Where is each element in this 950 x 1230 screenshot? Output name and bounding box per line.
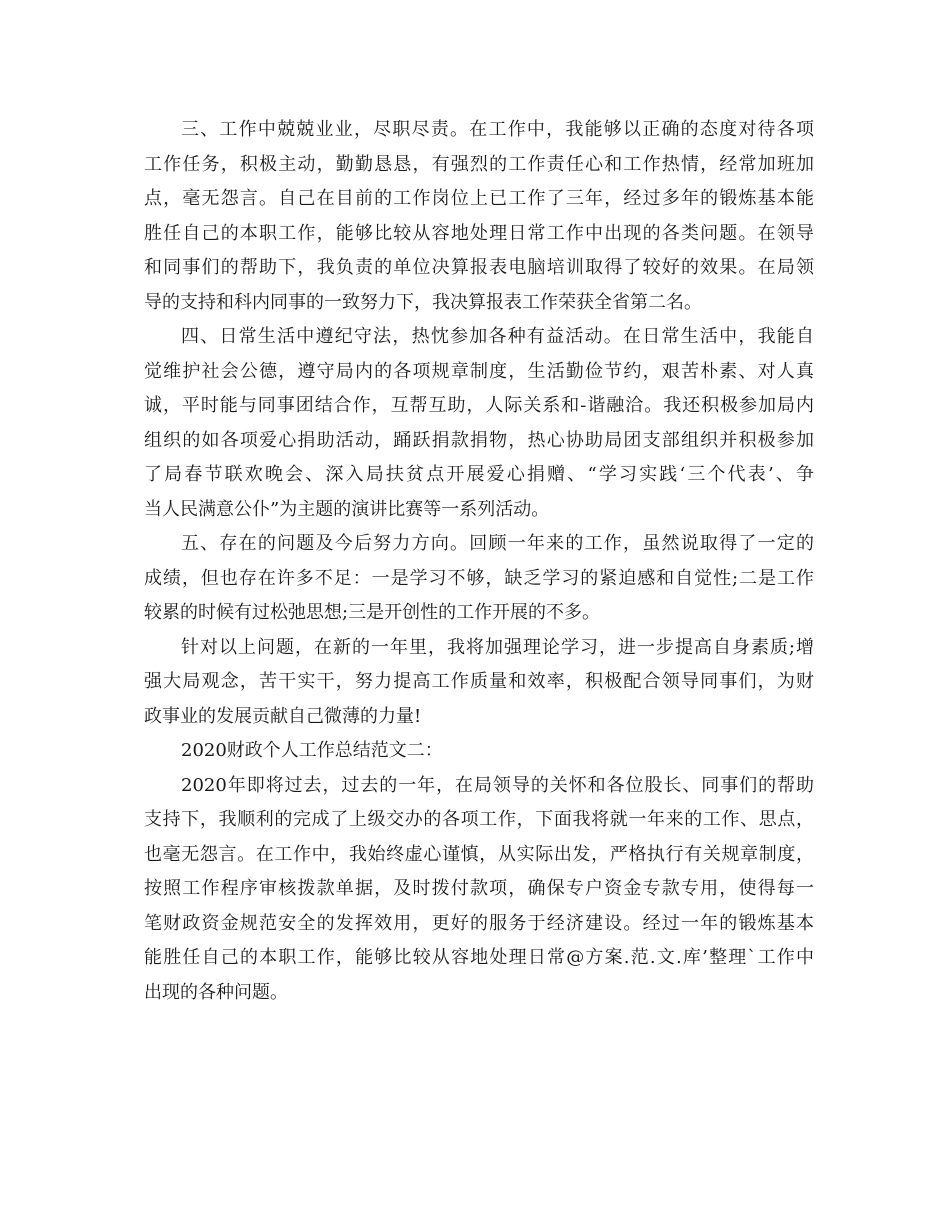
text-line: 五、存在的问题及今后努力方向。回顾一年来的工作，虽然说取得了一定的 [181,533,814,554]
text-line: 三、工作中兢兢业业，尽职尽责。在工作中，我能够以正确的态度对待各项 [181,119,814,140]
text-line: 点，毫无怨言。自己在目前的工作岗位上已工作了三年，经过多年的锻炼基本能 [144,188,814,209]
text-line: 组织的如各项爱心捐助活动，踊跃捐款捐物，热心协助局团支部组织并积极参加 [144,429,814,451]
text-line: 胜任自己的本职工作，能够比较从容地处理日常工作中出现的各类问题。在领导 [144,222,814,244]
text-line: 能胜任自己的本职工作，能够比较从容地处理日常@方案.范.文.库’整理`工作中 [144,947,814,968]
text-line: 成绩，但也存在许多不足：一是学习不够，缺乏学习的紧迫感和自觉性;二是工作 [144,567,814,589]
text-line: 和同事们的帮助下，我负责的单位决算报表电脑培训取得了较好的效果。在局领 [144,257,814,278]
text-line: 按照工作程序审核拨款单据，及时拨付款项，确保专户资金专款专用，使得每一 [144,878,814,899]
text-line: 觉维护社会公德，遵守局内的各项规章制度，生活勤俭节约，艰苦朴素、对人真 [144,360,814,382]
text-line: 诚，平时能与同事团结合作，互帮互助，人际关系和-谐融洽。我还积极参加局内 [144,395,814,416]
text-line: 支持下，我顺利的完成了上级交办的各项工作，下面我将就一年来的工作、思点， [144,809,814,830]
text-line: 笔财政资金规范安全的发挥效用，更好的服务于经济建设。经过一年的锻炼基本 [144,912,814,934]
text-line: 针对以上问题，在新的一年里，我将加强理论学习，进一步提高自身素质;增 [181,636,814,658]
text-line: 了局春节联欢晚会、深入局扶贫点开展爱心捐赠、“学习实践‘三个代表’、争 [144,464,814,485]
text-line: 较累的时候有过松弛思想;三是开创性的工作开展的不多。 [144,602,601,623]
text-line: 四、日常生活中遵纪守法，热忱参加各种有益活动。在日常生活中，我能自 [181,326,814,347]
text-line: 当人民满意公仆”为主题的演讲比赛等一系列活动。 [144,498,550,520]
text-line: 政事业的发展贡献自己微薄的力量! [144,705,422,727]
text-line: 工作任务，积极主动，勤勤恳恳，有强烈的工作责任心和工作热情，经常加班加 [144,153,814,175]
text-line: 2020财政个人工作总结范文二： [181,740,443,761]
text-line: 2020年即将过去，过去的一年，在局领导的关怀和各位股长、同事们的帮助 [181,774,814,796]
document-body [144,113,814,1010]
text-line: 也毫无怨言。在工作中，我始终虚心谨慎，从实际出发，严格执行有关规章制度， [144,843,814,865]
text-line: 出现的各种问题。 [144,981,288,1003]
text-line: 强大局观念，苦干实干，努力提高工作质量和效率，积极配合领导同事们，为财 [144,671,814,692]
text-line: 导的支持和科内同事的一致努力下，我决算报表工作荣获全省第二名。 [144,291,702,313]
